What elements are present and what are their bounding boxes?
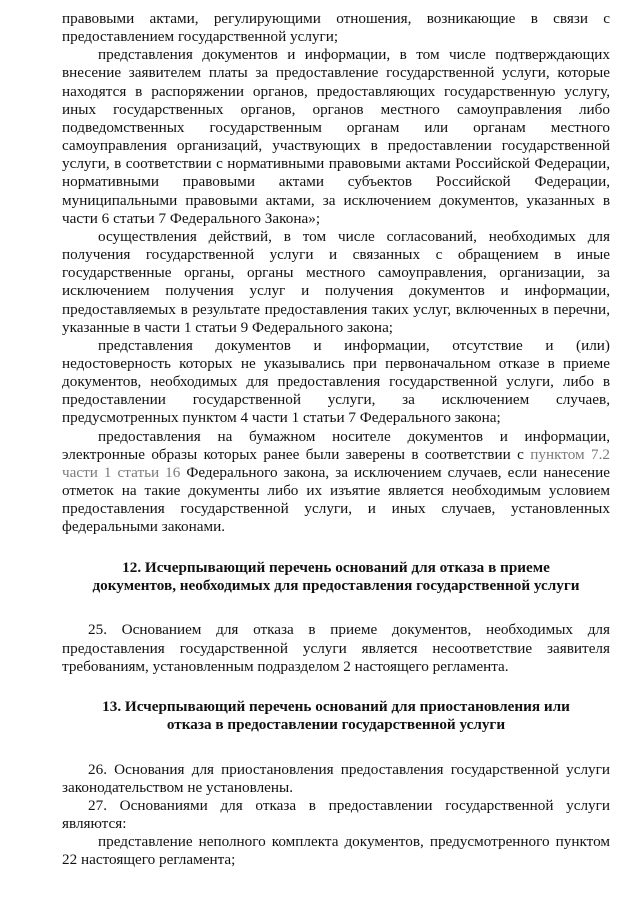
section-12-heading-line2: документов, необходимых для предоставления государственной услуги bbox=[92, 576, 580, 594]
paragraph-26: 26. Основания для приостановления предоставления государственной услуги законодательством не установлены. bbox=[62, 760, 610, 796]
paragraph-documents-information: представления документов и информации, в том числе подтверждающих внесение заявителем платы за предоставление государственной услуги, которые находятся в распоряжении органов, предоставляющих государственную услугу, иных государственных органов, органов местного самоуправления либо подведомственных государственным органам или органам местного самоуправления организаций, участвующих в предоставлении государственной услуги, в соответствии с нормативными правовыми актами Российской Федерации, нормативными правовыми актами субъектов Российской Федерации, муниципальными правовыми актами, за исключением документов, указанных в части 6 статьи 7 Федерального Закона»; bbox=[62, 46, 610, 227]
law-reference-link[interactable]: пунктом 7.2 части 1 статьи 16 bbox=[62, 445, 610, 481]
paragraph-paper-documents-start: предоставления на бумажном носителе документов и информации, электронные образы которых ранее были заверены в соответствии с bbox=[62, 427, 610, 463]
section-12-heading bbox=[62, 559, 610, 596]
section-13-heading bbox=[62, 698, 610, 735]
section-12-heading-line1: 12. Исчерпывающий перечень оснований для отказа в приеме bbox=[122, 558, 550, 576]
paragraph-incomplete-set: представление неполного комплекта документов, предусмотренного пунктом 22 настоящего регламента; bbox=[62, 833, 610, 869]
paragraph-27: 27. Основаниями для отказа в предоставлении государственной услуги являются: bbox=[62, 796, 610, 833]
paragraph-legal-acts: правовыми актами, регулирующими отношения, возникающие в связи с предоставлением государственной услуги; bbox=[62, 10, 610, 46]
paragraph-paper-documents bbox=[62, 428, 610, 537]
paragraph-paper-documents-end: Федерального закона, за исключением случаев, если нанесение отметок на такие документы либо их изъятие является необходимым условием предоставления государственной услуги, и иных случаев, установленных федеральными законами. bbox=[62, 463, 610, 536]
section-13-heading-line2: отказа в предоставлении государственной услуги bbox=[166, 716, 506, 734]
section-13-heading-line1: 13. Исчерпывающий перечень оснований для приостановления или bbox=[102, 697, 570, 715]
paragraph-missing-documents: представления документов и информации, отсутствие и (или) недостоверность которых не указывались при первоначальном отказе в приеме документов, необходимых для предоставления государственной услуги, либо в предоставлении государственной услуги, за исключением случаев, предусмотренных пунктом 4 части 1 статьи 7 Федерального закона; bbox=[62, 336, 610, 427]
paragraph-25: 25. Основанием для отказа в приеме документов, необходимых для предоставления государственной услуги является несоответствие заявителя требованиям, установленным подразделом 2 настоящего регламента. bbox=[62, 621, 610, 675]
document-page bbox=[62, 10, 610, 870]
paragraph-actions-approvals: осуществления действий, в том числе согласований, необходимых для получения государственной услуги и связанных с обращением в иные государственные органы, органы местного самоуправления, организации, за исключением получения услуг и получения документов и информации, предоставляемых в результате предоставления таких услуг, включенных в перечни, указанные в части 1 статьи 9 Федерального закона; bbox=[62, 227, 610, 336]
